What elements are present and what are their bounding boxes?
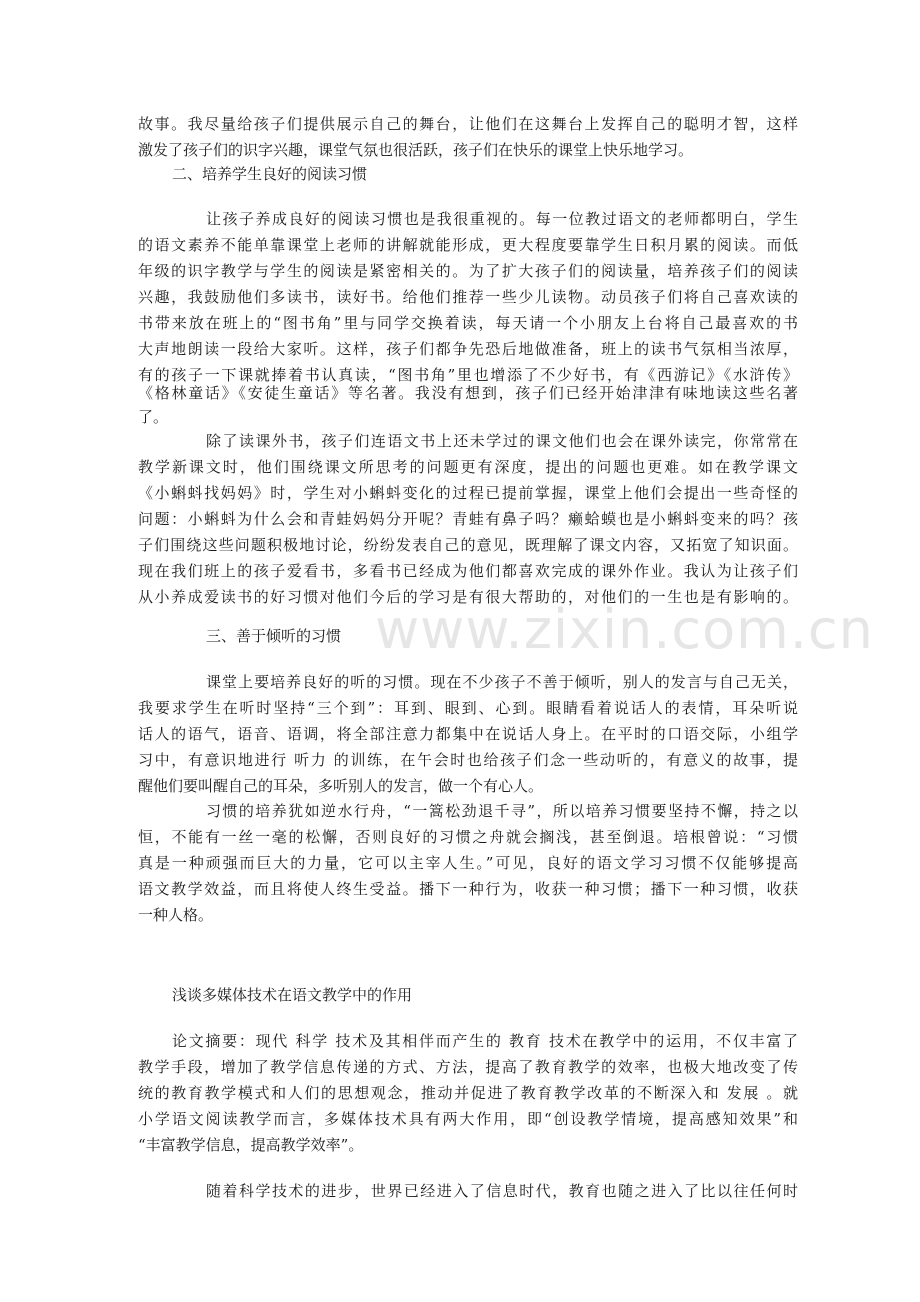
paragraph-line: 激发了孩子们的识字兴趣，课堂气氛也很活跃，孩子们在快乐的课堂上快乐地学习。 [138,141,694,159]
paragraph-line: 从小养成爱读书的好习惯对他们今后的学习是有很大帮助的，对他们的一生也是有影响的。 [138,588,798,606]
paragraph-line: 教学新课文时，他们围绕课文所思考的问题更有深度，提出的问题也更难。如在教学课文 [138,458,798,476]
paragraph-line: 故事。我尽量给孩子们提供展示自己的舞台，让他们在这舞台上发挥自己的聪明才智，这样 [138,115,798,133]
paragraph-line: 有的孩子一下课就捧着书认真读，“图书角”里也增添了不少好书，有《西游记》《水浒传》 [138,366,798,384]
abstract-line: 教学手段，增加了教学信息传递的方式、方法，提高了教育教学的效率，也极大地改变了传 [138,1058,798,1076]
paragraph-line: 子们围绕这些问题积极地讨论，纷纷发表自己的意见，既理解了课文内容，又拓宽了知识面。 [138,536,798,554]
article-title: 浅谈多媒体技术在语文教学中的作用 [172,986,413,1004]
paragraph-line: 醒他们要叫醒自己的耳朵，多听别人的发言，做一个有心人。 [138,777,544,795]
paragraph-line: 让孩子养成良好的阅读习惯也是我很重视的。每一位教过语文的老师都明白，学生 [206,210,798,228]
paragraph-line: 随着科学技术的进步，世界已经进入了信息时代，教育也随之进入了比以往任何时 [206,1182,798,1200]
paragraph-line: 语文教学效益，而且将使人终生受益。播下一种行为，收获一种习惯；播下一种习惯，收获 [138,880,798,898]
paragraph-line: 一种人格。 [138,906,214,924]
paragraph-line: 《小蝌蚪找妈妈》时，学生对小蝌蚪变化的过程已提前掌握，课堂上他们会提出一些奇怪的 [138,484,798,502]
paragraph-line: 现在我们班上的孩子爱看书，多看书已经成为他们都喜欢完成的课外作业。我认为让孩子们 [138,562,798,580]
watermark: www.zixin.com.cn [375,598,874,661]
paragraph-line: 除了读课外书，孩子们连语文书上还未学过的课文他们也会在课外读完，你常常在 [206,432,798,450]
paragraph-line: 的语文素养不能单靠课堂上老师的讲解就能形成，更大程度要靠学生日积月累的阅读。而低 [138,236,798,254]
paragraph-line: 恒，不能有一丝一毫的松懈，否则良好的习惯之舟就会搁浅，甚至倒退。培根曾说：“习惯 [138,828,798,846]
abstract-line: “丰富教学信息，提高教学效率”。 [138,1136,364,1154]
paragraph-line: 大声地朗读一段给大家听。这样，孩子们都争先恐后地做准备，班上的读书气氛相当浓厚， [138,340,798,358]
paragraph-line: 课堂上要培养良好的听的习惯。现在不少孩子不善于倾听，别人的发言与自己无关， [206,673,798,691]
abstract-line: 小学语文阅读教学而言，多媒体技术具有两大作用，即“创设教学情境，提高感知效果”和 [138,1110,798,1128]
paragraph-line: 兴趣，我鼓励他们多读书，读好书。给他们推荐一些少儿读物。动员孩子们将自己喜欢读的 [138,288,798,306]
paragraph-line: 真是一种顽强而巨大的力量，它可以主宰人生。”可见，良好的语文学习习惯不仅能够提高 [138,854,798,872]
paragraph-line: 了。 [138,408,169,426]
abstract-line: 论文摘要：现代 科学 技术及其相伴而产生的 教育 技术在教学中的运用，不仅丰富了 [172,1032,798,1050]
paragraph-line: 话人的语气，语音、语调，将全部注意力都集中在说话人身上。在平时的口语交际，小组学 [138,725,798,743]
section-heading: 三、善于倾听的习惯 [206,627,342,645]
paragraph-line: 《格林童话》《安徒生童话》等名著。我没有想到，孩子们已经开始津津有味地读这些名著 [138,384,798,402]
paragraph-line: 习惯的培养犹如逆水行舟，“一篙松劲退千寻”，所以培养习惯要坚持不懈，持之以 [206,802,798,820]
paragraph-line: 问题：小蝌蚪为什么会和青蛙妈妈分开呢？青蛙有鼻子吗？癞蛤蟆也是小蝌蚪变来的吗？孩 [138,510,798,528]
abstract-line: 统的教育教学模式和人们的思想观念，推动并促进了教育教学改革的不断深入和 发展 。就 [138,1084,798,1102]
paragraph-line: 书带来放在班上的“图书角”里与同学交换着读，每天请一个小朋友上台将自己最喜欢的书 [138,314,798,332]
paragraph-line: 年级的识字教学与学生的阅读是紧密相关的。为了扩大孩子们的阅读量，培养孩子们的阅读 [138,262,798,280]
paragraph-line: 我要求学生在听时坚持“三个到”：耳到、眼到、心到。眼睛看着说话人的表情，耳朵听说 [138,699,798,717]
section-heading: 二、培养学生良好的阅读习惯 [172,165,368,183]
paragraph-line: 习中，有意识地进行 听力 的训练，在午会时也给孩子们念一些动听的，有意义的故事，提 [138,751,798,769]
